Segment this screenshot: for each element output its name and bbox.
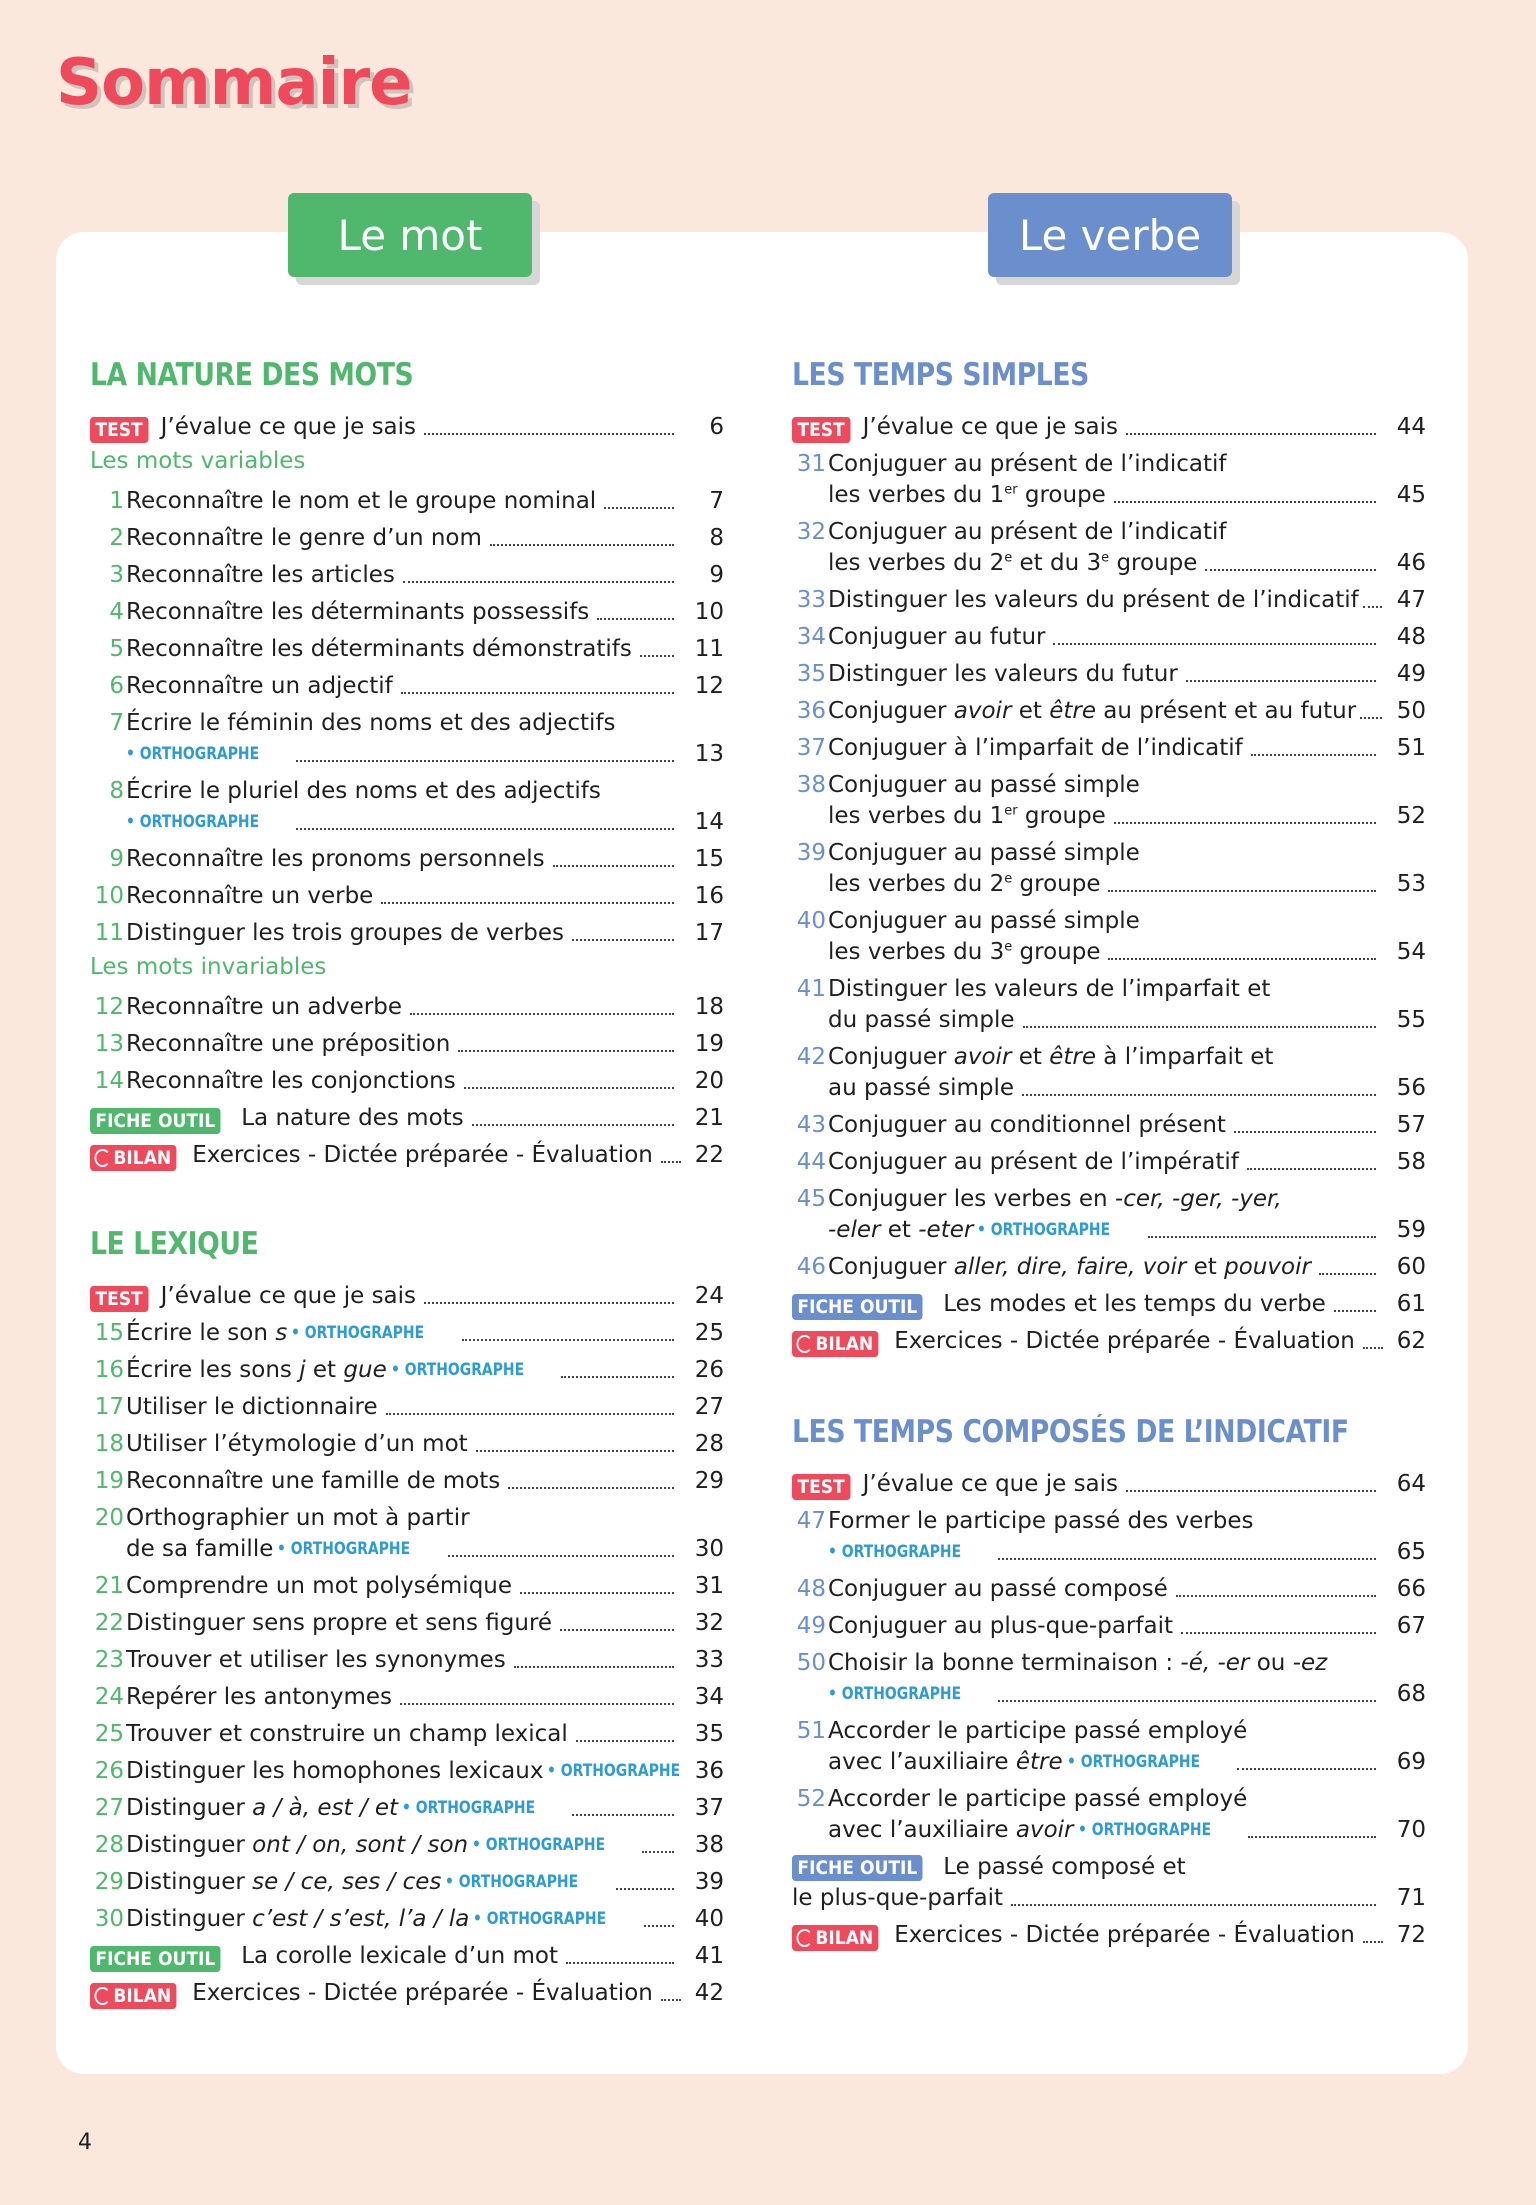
entry-title: Trouver et utiliser les synonymes bbox=[126, 1647, 506, 1673]
toc-entry[interactable]: 37 Conjuguer à l’imparfait de l’indicatif 51 bbox=[796, 735, 1426, 761]
bilan-badge: BILAN bbox=[792, 1331, 879, 1357]
toc-entry[interactable]: 42 Conjuguer avoir et être à l’imparfait et au passé simple 56 bbox=[796, 1044, 1426, 1101]
orthographe-tag: • ORTHOGRAPHE bbox=[547, 1761, 681, 1781]
orthographe-tag: • ORTHOGRAPHE bbox=[1066, 1752, 1200, 1772]
page-ref: 9 bbox=[709, 562, 724, 588]
toc-entry[interactable] bbox=[90, 838, 724, 875]
toc-entry[interactable] bbox=[90, 517, 724, 554]
orthographe-tag: • ORTHOGRAPHE bbox=[828, 1542, 962, 1562]
orthographe-tag: • ORTHOGRAPHE bbox=[390, 1360, 524, 1380]
column-le-mot bbox=[90, 350, 724, 2009]
orthographe-tag: • ORTHOGRAPHE bbox=[277, 1539, 411, 1559]
orthographe-tag: • ORTHOGRAPHE bbox=[402, 1798, 536, 1818]
entry-number: 22 bbox=[94, 1610, 124, 1636]
toc-entry[interactable] bbox=[90, 1023, 724, 1060]
page-ref: 17 bbox=[694, 920, 724, 946]
page-title: Sommaire bbox=[56, 46, 412, 120]
test-badge: TEST bbox=[90, 417, 148, 443]
entry-number: 21 bbox=[94, 1573, 124, 1599]
section-title-nature: LA NATURE DES MOTS bbox=[90, 357, 414, 393]
orthographe-tag: • ORTHOGRAPHE bbox=[473, 1909, 607, 1929]
entry-title: Reconnaître le genre d’un nom bbox=[126, 525, 482, 551]
page-ref: 15 bbox=[694, 846, 724, 872]
entry-title: Trouver et construire un champ lexical bbox=[126, 1721, 568, 1747]
toc-entry[interactable]: 31 Conjuguer au présent de l’indicatif les verbes du 1er groupe 45 bbox=[796, 451, 1426, 508]
orthographe-tag: • ORTHOGRAPHE bbox=[126, 812, 260, 832]
entry-number: 5 bbox=[109, 636, 124, 662]
orthographe-tag: • ORTHOGRAPHE bbox=[291, 1323, 425, 1343]
entry-number: 10 bbox=[94, 883, 124, 909]
page-ref: 6 bbox=[709, 414, 724, 440]
toc-entry-fiche[interactable]: FICHE OUTIL Les modes et les temps du verbe 61 bbox=[792, 1283, 1426, 1320]
fiche-outil-badge: FICHE OUTIL bbox=[90, 1946, 221, 1972]
toc-entry[interactable]: 48 Conjuguer au passé composé 66 bbox=[796, 1576, 1426, 1602]
orthographe-tag: • ORTHOGRAPHE bbox=[445, 1872, 579, 1892]
orthographe-tag: • ORTHOGRAPHE bbox=[472, 1835, 606, 1855]
entry-title: Reconnaître les déterminants possessifs bbox=[126, 599, 590, 625]
toc-entry-bilan[interactable]: BILAN Exercices - Dictée préparée - Évaluation 22 bbox=[90, 1134, 724, 1171]
page-ref: 35 bbox=[694, 1721, 724, 1747]
toc-entry[interactable]: 39 Conjuguer au passé simple les verbes du 2e groupe 53 bbox=[796, 840, 1426, 897]
column-le-verbe bbox=[792, 350, 1426, 1951]
toc-entry[interactable]: 49 Conjuguer au plus-que-parfait 67 bbox=[796, 1613, 1426, 1639]
bilan-badge: BILAN bbox=[792, 1925, 879, 1951]
page-ref: 8 bbox=[709, 525, 724, 551]
tab-le-mot: Le mot bbox=[288, 193, 532, 277]
toc-entry[interactable]: 29 Distinguer se / ce, ses / ces • ORTHOGRAPHE 39 bbox=[90, 1861, 724, 1898]
toc-entry[interactable]: 47 Former le participe passé des verbes • ORTHOGRAPHE 65 bbox=[792, 1500, 1426, 1568]
toc-entry[interactable] bbox=[90, 1565, 724, 1602]
toc-entry[interactable] bbox=[90, 1602, 724, 1639]
page-ref: 12 bbox=[694, 673, 724, 699]
page-ref: 16 bbox=[694, 883, 724, 909]
orthographe-tag: • ORTHOGRAPHE bbox=[1077, 1820, 1211, 1840]
test-badge: TEST bbox=[792, 1474, 850, 1500]
toc-entry[interactable]: 44 Conjuguer au présent de l’impératif 58 bbox=[796, 1149, 1426, 1175]
test-badge: TEST bbox=[792, 417, 850, 443]
subhead-variables: Les mots variables bbox=[90, 448, 306, 474]
toc-entry[interactable]: 52 Accorder le participe passé employé avec l’auxiliaire avoir • ORTHOGRAPHE 70 bbox=[792, 1778, 1426, 1846]
toc-entry-test[interactable]: TEST J’évalue ce que je sais 44 bbox=[792, 406, 1426, 443]
entry-number: 4 bbox=[109, 599, 124, 625]
toc-entry-bilan[interactable]: BILAN Exercices - Dictée préparée - Évaluation 72 bbox=[792, 1914, 1426, 1951]
toc-entry[interactable] bbox=[90, 912, 724, 949]
entry-title: Reconnaître les pronoms personnels bbox=[126, 846, 545, 872]
entry-title: Reconnaître un adjectif bbox=[126, 673, 393, 699]
entry-title: Reconnaître les conjonctions bbox=[126, 1068, 456, 1094]
orthographe-tag: • ORTHOGRAPHE bbox=[977, 1220, 1111, 1240]
fiche-outil-badge: FICHE OUTIL bbox=[792, 1294, 923, 1320]
toc-entry[interactable] bbox=[90, 875, 724, 912]
entry-number: 6 bbox=[109, 673, 124, 699]
page-number: 4 bbox=[78, 2130, 92, 2155]
section-title-lexique: LE LEXIQUE bbox=[90, 1226, 259, 1262]
toc-entry[interactable]: 45 Conjuguer les verbes en -cer, -ger, -yer, -eler et -eter • ORTHOGRAPHE 59 bbox=[792, 1178, 1426, 1246]
toc-entry[interactable] bbox=[90, 628, 724, 665]
page-ref: 34 bbox=[694, 1684, 724, 1710]
toc-entry[interactable] bbox=[90, 1060, 724, 1097]
toc-entry[interactable]: 16 Écrire les sons j et gue • ORTHOGRAPHE 26 bbox=[90, 1349, 724, 1386]
tab-le-verbe: Le verbe bbox=[988, 193, 1232, 277]
entry-title: Reconnaître un verbe bbox=[126, 883, 374, 909]
page-ref: 18 bbox=[694, 994, 724, 1020]
page-ref: 7 bbox=[709, 488, 724, 514]
entry-title: Comprendre un mot polysémique bbox=[126, 1573, 513, 1599]
toc-entry[interactable] bbox=[90, 665, 724, 702]
toc-entry[interactable]: 36 Conjuguer avoir et être au présent et au futur 50 bbox=[796, 698, 1426, 724]
toc-entry[interactable]: 34 Conjuguer au futur 48 bbox=[796, 624, 1426, 650]
entry-number: 13 bbox=[94, 1031, 124, 1057]
toc-entry[interactable]: 50 Choisir la bonne terminaison : -é, -er ou -ez • ORTHOGRAPHE 68 bbox=[792, 1642, 1426, 1710]
toc-entry-test[interactable]: TEST J’évalue ce que je sais 64 bbox=[792, 1463, 1426, 1500]
toc-entry-test[interactable]: TEST J’évalue ce que je sais 6 bbox=[90, 406, 724, 443]
section-title-temps-composes: LES TEMPS COMPOSÉS DE L’INDICATIF bbox=[792, 1414, 1349, 1450]
toc-entry[interactable]: 17 Utiliser le dictionnaire 27 bbox=[94, 1394, 724, 1420]
entry-number: 11 bbox=[94, 920, 124, 946]
fiche-outil-badge: FICHE OUTIL bbox=[792, 1855, 923, 1881]
entry-title: Distinguer sens propre et sens figuré bbox=[126, 1610, 553, 1636]
toc-entry[interactable] bbox=[90, 1639, 724, 1676]
section-title-temps-simples: LES TEMPS SIMPLES bbox=[792, 357, 1089, 393]
page-ref: 31 bbox=[694, 1573, 724, 1599]
toc-entry[interactable]: 46 Conjuguer aller, dire, faire, voir et pouvoir 60 bbox=[796, 1254, 1426, 1280]
toc-entry[interactable]: 15 Écrire le son s • ORTHOGRAPHE 25 bbox=[90, 1312, 724, 1349]
entry-number: 23 bbox=[94, 1647, 124, 1673]
subhead-invariables: Les mots invariables bbox=[90, 954, 327, 980]
toc-entry[interactable]: 40 Conjuguer au passé simple les verbes du 3e groupe 54 bbox=[796, 908, 1426, 965]
toc-entry[interactable]: 35 Distinguer les valeurs du futur 49 bbox=[796, 661, 1426, 687]
toc-entry[interactable] bbox=[90, 591, 724, 628]
entry-number: 9 bbox=[109, 846, 124, 872]
test-badge: TEST bbox=[90, 1286, 148, 1312]
entry-title: Repérer les antonymes bbox=[126, 1684, 393, 1710]
page-ref: 33 bbox=[694, 1647, 724, 1673]
toc-entry-fiche[interactable]: FICHE OUTIL La corolle lexicale d’un mot 41 bbox=[90, 1935, 724, 1972]
toc-entry[interactable]: 27 Distinguer a / à, est / et • ORTHOGRAPHE 37 bbox=[90, 1787, 724, 1824]
bilan-badge: BILAN bbox=[90, 1983, 177, 2009]
entry-title: Reconnaître un adverbe bbox=[126, 994, 403, 1020]
entry-title: Reconnaître une préposition bbox=[126, 1031, 451, 1057]
entry-number: 25 bbox=[94, 1721, 124, 1747]
page-ref: 11 bbox=[694, 636, 724, 662]
toc-entry-bilan[interactable]: BILAN Exercices - Dictée préparée - Évaluation 62 bbox=[792, 1320, 1426, 1357]
toc-entry[interactable]: 7 Écrire le féminin des noms et des adjectifs • ORTHOGRAPHE 13 bbox=[90, 702, 724, 770]
toc-entry[interactable]: 33 Distinguer les valeurs du présent de l’indicatif 47 bbox=[796, 587, 1426, 613]
entry-number: 12 bbox=[94, 994, 124, 1020]
toc-entry[interactable]: 41 Distinguer les valeurs de l’imparfait et du passé simple 55 bbox=[796, 976, 1426, 1033]
orthographe-tag: • ORTHOGRAPHE bbox=[126, 744, 260, 764]
toc-entry[interactable] bbox=[90, 1713, 724, 1750]
toc-entry[interactable]: 19 Reconnaître une famille de mots 29 bbox=[94, 1468, 724, 1494]
orthographe-tag: • ORTHOGRAPHE bbox=[828, 1684, 962, 1704]
toc-entry-fiche[interactable]: FICHE OUTIL La nature des mots 21 bbox=[90, 1097, 724, 1134]
toc-entry[interactable]: 51 Accorder le participe passé employé avec l’auxiliaire être • ORTHOGRAPHE 69 bbox=[792, 1710, 1426, 1778]
bilan-badge: BILAN bbox=[90, 1145, 177, 1171]
toc-entry[interactable]: 30 Distinguer c’est / s’est, l’a / la • ORTHOGRAPHE 40 bbox=[90, 1898, 724, 1935]
toc-entry[interactable]: 32 Conjuguer au présent de l’indicatif les verbes du 2e et du 3e groupe 46 bbox=[796, 519, 1426, 576]
toc-entry[interactable]: 8 Écrire le pluriel des noms et des adjectifs • ORTHOGRAPHE 14 bbox=[90, 770, 724, 838]
toc-entry[interactable] bbox=[90, 1676, 724, 1713]
entry-number: 24 bbox=[94, 1684, 124, 1710]
toc-entry[interactable]: 28 Distinguer ont / on, sont / son • ORTHOGRAPHE 38 bbox=[90, 1824, 724, 1861]
fiche-outil-badge: FICHE OUTIL bbox=[90, 1108, 221, 1134]
toc-entry-fiche[interactable]: FICHE OUTIL Le passé composé et le plus-que-parfait 71 bbox=[792, 1854, 1426, 1911]
entry-title: Distinguer les trois groupes de verbes bbox=[126, 920, 564, 946]
toc-entry[interactable] bbox=[90, 554, 724, 591]
page-ref: 20 bbox=[694, 1068, 724, 1094]
page-ref: 10 bbox=[694, 599, 724, 625]
entry-title: Reconnaître les articles bbox=[126, 562, 395, 588]
page-ref: 32 bbox=[694, 1610, 724, 1636]
entry-number: 3 bbox=[109, 562, 124, 588]
toc-entry[interactable]: 43 Conjuguer au conditionnel présent 57 bbox=[796, 1112, 1426, 1138]
entry-number: 1 bbox=[109, 488, 124, 514]
toc-entry[interactable]: 38 Conjuguer au passé simple les verbes du 1er groupe 52 bbox=[796, 772, 1426, 829]
entry-number: 2 bbox=[109, 525, 124, 551]
entry-title: Reconnaître le nom et le groupe nominal bbox=[126, 488, 597, 514]
toc-entry[interactable]: 20 Orthographier un mot à partir de sa famille • ORTHOGRAPHE 30 bbox=[90, 1497, 724, 1565]
entry-title: Reconnaître les déterminants démonstratifs bbox=[126, 636, 632, 662]
entry-number: 14 bbox=[94, 1068, 124, 1094]
toc-entry-test[interactable]: TEST J’évalue ce que je sais 24 bbox=[90, 1275, 724, 1312]
page-ref: 19 bbox=[694, 1031, 724, 1057]
toc-entry-bilan[interactable]: BILAN Exercices - Dictée préparée - Évaluation 42 bbox=[90, 1972, 724, 2009]
toc-entry[interactable] bbox=[90, 480, 724, 517]
toc-entry[interactable]: 18 Utiliser l’étymologie d’un mot 28 bbox=[94, 1431, 724, 1457]
toc-entry[interactable] bbox=[90, 986, 724, 1023]
toc-entry[interactable]: 26 Distinguer les homophones lexicaux • ORTHOGRAPHE 36 bbox=[90, 1750, 724, 1787]
